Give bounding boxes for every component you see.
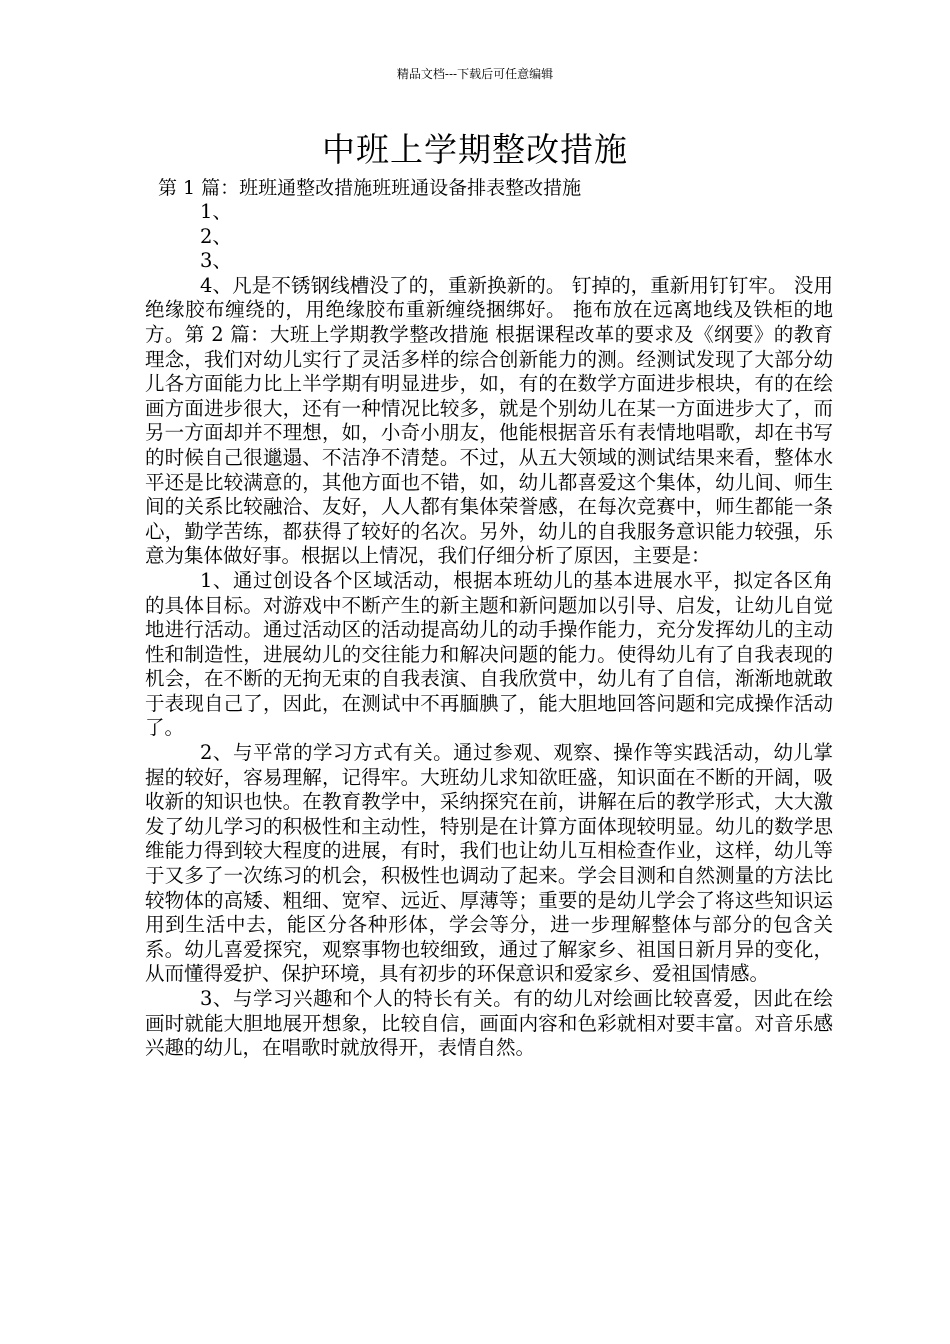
paragraph: 1、通过创设各个区域活动，根据本班幼儿的基本进展水平，拟定各区角的具体目标。对游戏中不断产生的新主题和新问题加以引导、启发，让幼儿自觉地进行活动。通过活动区的活动提高幼儿的动手操作能力，充分发挥幼儿的主动性和制造性，进展幼儿的交往能力和解决问题的能力。使得幼儿有了自我表现的机会，在不断的无拘无束的自我表演、自我欣赏中，幼儿有了自信，渐渐地就敢于表现自己了，因此，在测试中不再腼腆了，能大胆地回答问题和完成操作活动了。 (145, 568, 833, 740)
paragraph: 4、凡是不锈钢线槽没了的，重新换新的。 钉掉的，重新用钉钉牢。 没用绝缘胶布缠绕的，用绝缘胶布重新缠绕捆绑好。 拖布放在远离地线及铁柜的地方。第 2 篇：大班上学期教学整改措施 根据课程改革的要求及《纲要》的教育理念，我们对幼儿实行了灵活多样的综合创新能力的测。经测试发现了大部分幼儿各方面能力比上半学期有明显进步，如，有的在数学方面进步根块，有的在绘画方面进步很大，还有一种情况比较多，就是个别幼儿在某一方面进步大了，而另一方面却并不理想，如，小奇小朋友，他能根据音乐有表情地唱歌，却在书写的时候自己很邋遢、不洁净不清楚。不过，从五大领域的测试结果来看，整体水平还是比较满意的，其他方面也不错，如，幼儿都喜爱这个集体，幼儿间、师生间的关系比较融洽、友好，人人都有集体荣誉感，在每次竞赛中，师生都能一条心，勤学苦练，都获得了较好的名次。另外，幼儿的自我服务意识能力较强，乐意为集体做好事。根据以上情况，我们仔细分析了原因，主要是： (145, 273, 833, 568)
document-body (145, 200, 833, 1061)
numbered-item: 3、 (200, 249, 232, 273)
document-subtitle: 第 1 篇：班班通整改措施班班通设备排表整改措施 (158, 177, 582, 199)
paragraph: 3、与学习兴趣和个人的特长有关。有的幼儿对绘画比较喜爱，因此在绘画时就能大胆地展开想象，比较自信，画面内容和色彩就相对要丰富。对音乐感兴趣的幼儿，在唱歌时就放得开，表情自然。 (145, 987, 833, 1060)
page-header: 精品文档---下载后可任意编辑 (396, 67, 554, 81)
numbered-item: 2、 (200, 224, 232, 248)
paragraph: 2、与平常的学习方式有关。通过参观、观察、操作等实践活动，幼儿掌握的较好，容易理解，记得牢。大班幼儿求知欲旺盛，知识面在不断的开阔，吸收新的知识也快。在教育教学中，采纳探究在前，讲解在后的教学形式，大大激发了幼儿学习的积极性和主动性，特别是在计算方面体现较明显。幼儿的数学思维能力得到较大程度的进展，有时，我们也让幼儿互相检查作业，这样，幼儿等于又多了一次练习的机会，积极性也调动了起来。学会目测和自然测量的方法比较物体的高矮、粗细、宽窄、远近、厚薄等；重要的是幼儿学会了将这些知识运用到生活中去，能区分各种形体，学会等分，进一步理解整体与部分的包含关系。幼儿喜爱探究，观察事物也较细致，通过了解家乡、祖国日新月异的变化，从而懂得爱护、保护环境，具有初步的环保意识和爱家乡、爱祖国情感。 (145, 741, 833, 986)
document-title: 中班上学期整改措施 (322, 130, 628, 169)
numbered-item: 1、 (200, 200, 232, 223)
